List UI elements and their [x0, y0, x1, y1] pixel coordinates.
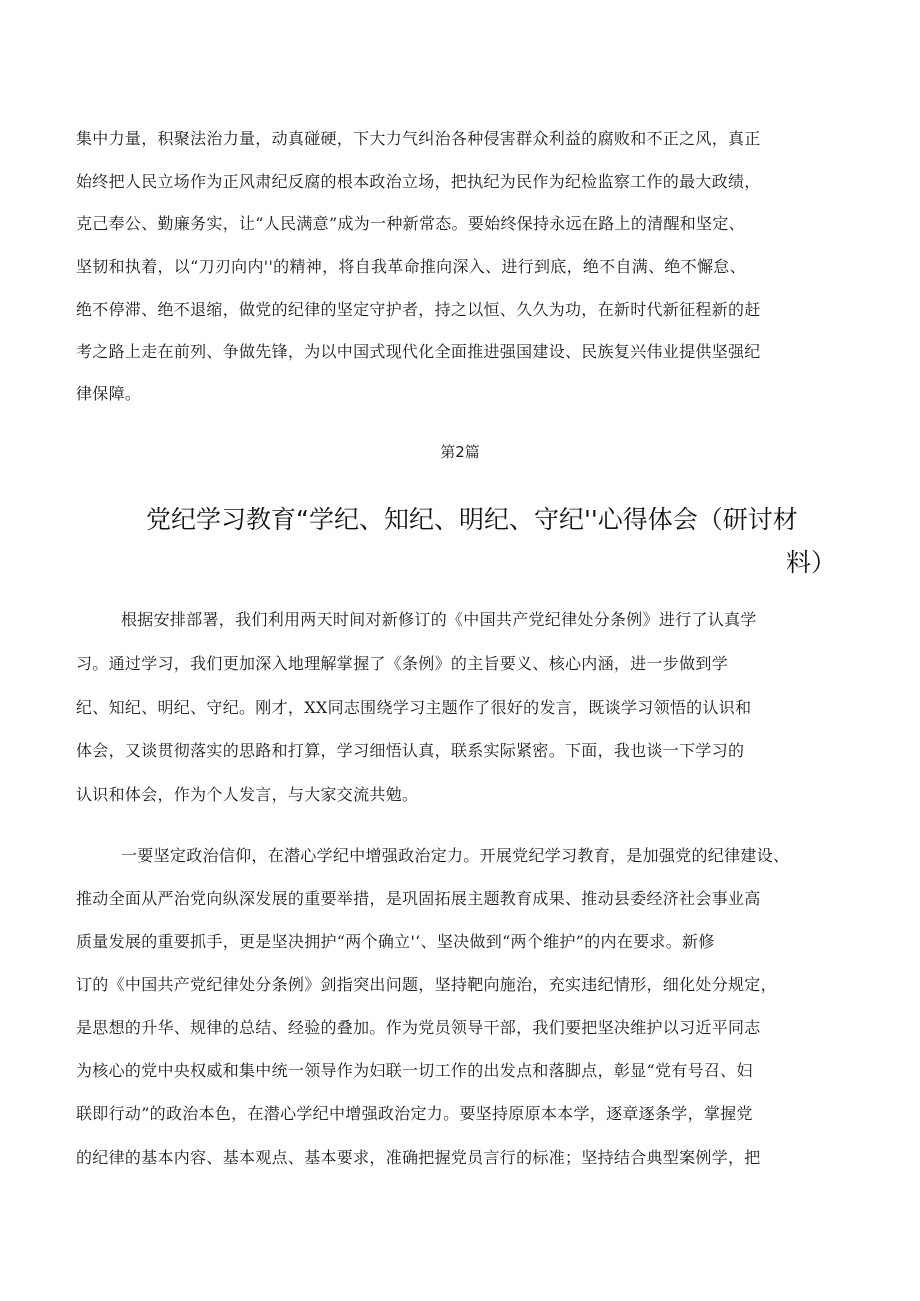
paragraph-line: 纪、知纪、明纪、守纪。刚才，XX同志围绕学习主题作了很好的发言，既谈学习领悟的认识和 — [76, 698, 752, 717]
paragraph-line: 根据安排部署，我们利用两天时间对新修订的《中国共产党纪律处分条例》进行了认真学 — [121, 610, 757, 629]
paragraph-line: 坚韧和执着，以“刀刃向内''的精神，将自我革命推向深入、进行到底，绝不自满、绝不懈怠、 — [76, 257, 746, 276]
paragraph-line: 律保障。 — [76, 384, 142, 403]
paragraph-line: 习。通过学习，我们更加深入地理解掌握了《条例》的主旨要义、核心内涵，进一步做到学 — [76, 654, 729, 673]
paragraph-line: 推动全面从严治党向纵深发展的重要举措，是巩固拓展主题教育成果、推动县委经济社会事业高 — [76, 889, 761, 908]
paragraph-line: 订的《中国共产党纪律处分条例》剑指突出问题，坚持靶向施治，充实违纪情形，细化处分规定， — [76, 975, 777, 994]
paragraph-line: 为核心的党中央权威和集中统一领导作为妇联一切工作的出发点和落脚点，彰显“党有号召、妇 — [76, 1061, 753, 1080]
paragraph-line: 克己奉公、勤廉务实，让“人民满意”成为一种新常态。要始终保持永远在路上的清醒和坚定、 — [76, 214, 745, 233]
paragraph-line: 始终把人民立场作为正风肃纪反腐的根本政治立场，把执纪为民作为纪检监察工作的最大政绩， — [76, 172, 761, 191]
paragraph-line: 体会，又谈贯彻落实的思路和打算，学习细悟认真，联系实际紧密。下面，我也谈一下学习的 — [76, 741, 745, 760]
paragraph-line: 联即行动”的政治本色，在潜心学纪中增强政治定力。要坚持原原本本学，逐章逐条学，掌握党 — [76, 1104, 753, 1123]
paragraph-line: 考之路上走在前列、争做先锋，为以中国式现代化全面推进强国建设、民族复兴伟业提供坚强纪 — [76, 342, 761, 361]
paragraph-line: 的纪律的基本内容、基本观点、基本要求，准确把握党员言行的标准；坚持结合典型案例学，把 — [76, 1148, 761, 1167]
paragraph-line: 绝不停滞、绝不退缩，做党的纪律的坚定守护者，持之以恒、久久为功，在新时代新征程新的赶 — [76, 300, 761, 319]
title-line-1: 党纪学习教育“学纪、知纪、明纪、守纪''心得体会（研讨材 — [146, 505, 798, 534]
title-line-2: 料） — [786, 548, 837, 577]
paragraph-line: 是思想的升华、规律的总结、经验的叠加。作为党员领导干部，我们要把坚决维护以习近平同志 — [76, 1018, 761, 1037]
paragraph-line: 一要坚定政治信仰，在潜心学纪中增强政治定力。开展党纪学习教育，是加强党的纪律建设、 — [121, 846, 790, 865]
paragraph-line: 质量发展的重要抓手，更是坚决拥护“两个确立'‘、坚决做到“两个维护”的内在要求。新修 — [76, 932, 715, 951]
section-label: 第2篇 — [440, 443, 480, 461]
paragraph-line: 认识和体会，作为个人发言，与大家交流共勉。 — [76, 785, 419, 804]
paragraph-line: 集中力量，积聚法治力量，动真碰硬，下大力气纠治各种侵害群众利益的腐败和不正之风，真正 — [76, 129, 761, 148]
